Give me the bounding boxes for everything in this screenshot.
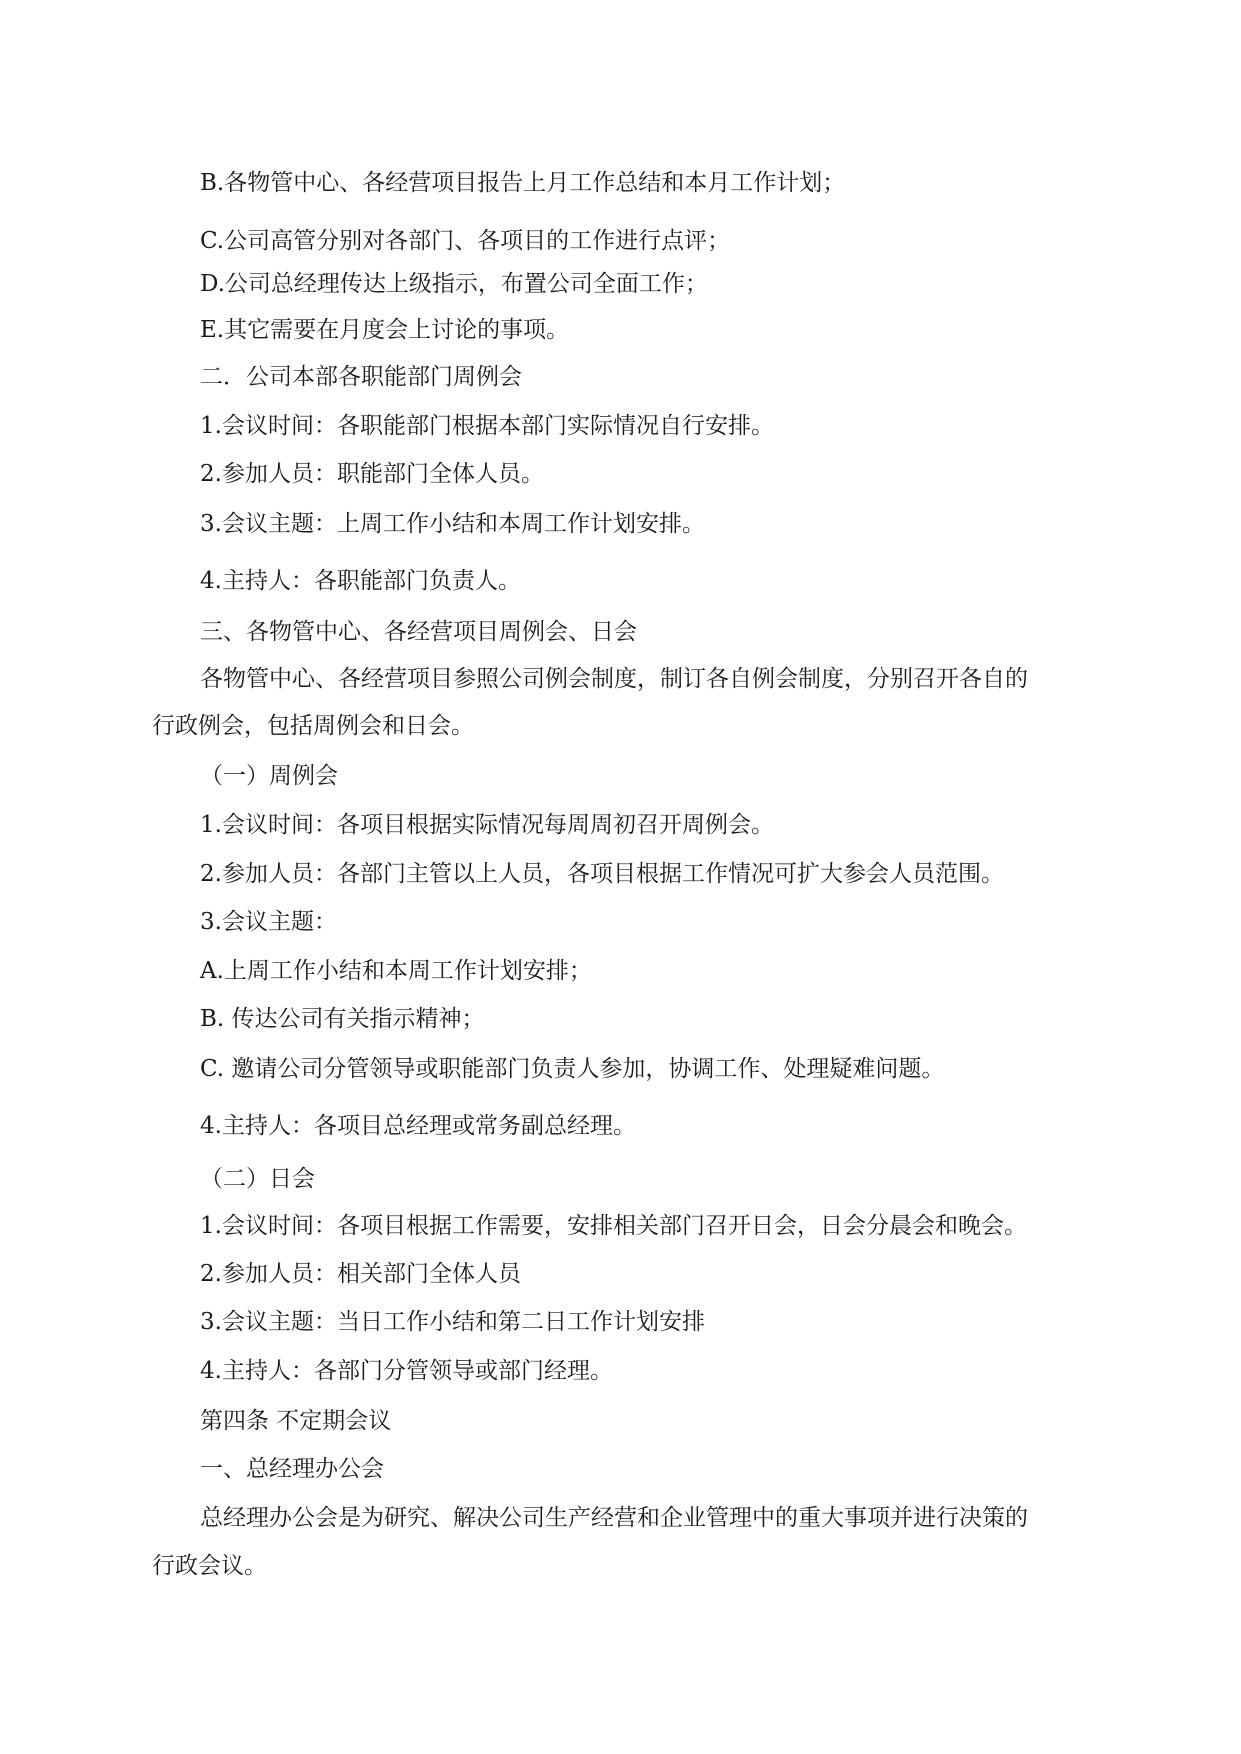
- section-heading-two: 二．公司本部各职能部门周例会: [200, 364, 522, 390]
- daily-item-3: 3.会议主题：当日工作小结和第二日工作计划安排: [200, 1309, 705, 1335]
- weekly-item-1: 1.会议时间：各项目根据实际情况每周周初召开周例会。: [200, 812, 774, 838]
- daily-item-4: 4.主持人：各部门分管领导或部门经理。: [200, 1358, 613, 1384]
- item-b-monthly-report: B.各物管中心、各经营项目报告上月工作总结和本月工作计划；: [200, 170, 846, 196]
- section-heading-three: 三、各物管中心、各经营项目周例会、日会: [200, 619, 637, 645]
- weekly-item-3b: B. 传达公司有关指示精神；: [200, 1006, 485, 1032]
- paragraph-line: 行政会议。: [152, 1553, 267, 1579]
- weekly-item-4: 4.主持人：各项目总经理或常务副总经理。: [200, 1113, 636, 1139]
- item-e-other-matters: E.其它需要在月度会上讨论的事项。: [200, 317, 570, 343]
- item-c-review: C.公司高管分别对各部门、各项目的工作进行点评；: [200, 228, 731, 254]
- subheading-daily: （二）日会: [200, 1166, 315, 1192]
- weekly-item-2: 2.参加人员：各部门主管以上人员，各项目根据工作情况可扩大参会人员范围。: [200, 861, 1004, 887]
- daily-item-2: 2.参加人员：相关部门全体人员: [200, 1261, 521, 1287]
- weekly-item-3c: C. 邀请公司分管领导或职能部门负责人参加，协调工作、处理疑难问题。: [200, 1056, 945, 1082]
- item-2-participants: 2.参加人员：职能部门全体人员。: [200, 461, 544, 487]
- weekly-item-3: 3.会议主题：: [200, 909, 337, 935]
- weekly-item-3a: A.上周工作小结和本周工作计划安排；: [200, 958, 592, 984]
- subheading-weekly: （一）周例会: [200, 763, 338, 789]
- article-four-heading: 第四条 不定期会议: [200, 1408, 392, 1434]
- paragraph-line: 行政例会，包括周例会和日会。: [152, 713, 474, 739]
- item-3-topic: 3.会议主题：上周工作小结和本周工作计划安排。: [200, 511, 705, 537]
- daily-item-1: 1.会议时间：各项目根据工作需要，安排相关部门召开日会，日会分晨会和晚会。: [200, 1213, 1027, 1239]
- item-d-instructions: D.公司总经理传达上级指示，布置公司全面工作；: [200, 271, 708, 297]
- item-1-meeting-time: 1.会议时间：各职能部门根据本部门实际情况自行安排。: [200, 413, 774, 439]
- item-4-host: 4.主持人：各职能部门负责人。: [200, 568, 521, 594]
- section-heading-gm-meeting: 一、总经理办公会: [200, 1456, 384, 1482]
- paragraph-line: 总经理办公会是为研究、解决公司生产经营和企业管理中的重大事项并进行决策的: [200, 1505, 1028, 1531]
- paragraph-line: 各物管中心、各经营项目参照公司例会制度，制订各自例会制度，分别召开各自的: [200, 666, 1028, 692]
